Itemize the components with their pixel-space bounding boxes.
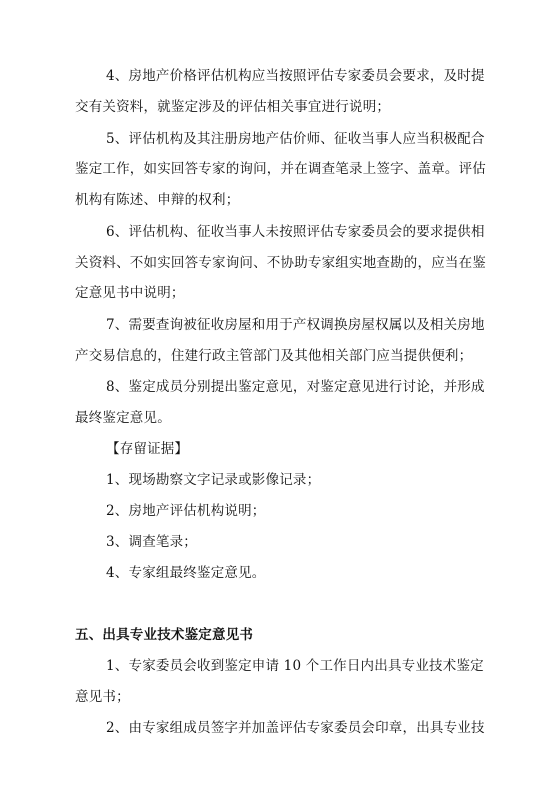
section-5-heading: 五、出具专业技术鉴定意见书 <box>75 627 254 643</box>
paragraph-6-line-2: 关资料、不如实回答专家询问、不协助专家组实地查勘的，应当在鉴 <box>75 255 486 271</box>
evidence-item-4: 4、专家组最终鉴定意见。 <box>106 565 266 581</box>
paragraph-8-line-2: 最终鉴定意见。 <box>75 410 171 426</box>
paragraph-5-line-3: 机构有陈述、申辩的权利； <box>75 192 240 208</box>
evidence-title: 【存留证据】 <box>106 441 189 457</box>
paragraph-5-line-2: 鉴定工作，如实回答专家的询问，并在调查笔录上签字、盖章。评估 <box>75 161 486 177</box>
paragraph-7-line-2: 产交易信息的，住建行政主管部门及其他相关部门应当提供便利； <box>75 348 473 364</box>
paragraph-5-line-1: 5、评估机构及其注册房地产估价师、征收当事人应当积极配合 <box>106 131 485 147</box>
paragraph-4-line-2: 交有关资料，就鉴定涉及的评估相关事宜进行说明； <box>75 99 391 115</box>
evidence-item-1: 1、现场勘察文字记录或影像记录； <box>106 472 321 488</box>
paragraph-7-line-1: 7、需要查询被征收房屋和用于产权调换房屋权属以及相关房地 <box>106 317 485 333</box>
section-5-item-1-line-2: 意见书； <box>75 689 130 705</box>
paragraph-6-line-1: 6、评估机构、征收当事人未按照评估专家委员会的要求提供相 <box>106 224 485 240</box>
paragraph-8-line-1: 8、鉴定成员分别提出鉴定意见，对鉴定意见进行讨论，并形成 <box>106 379 485 395</box>
paragraph-6-line-3: 定意见书中说明； <box>75 285 185 301</box>
paragraph-4-line-1: 4、房地产价格评估机构应当按照评估专家委员会要求，及时提 <box>106 68 485 84</box>
evidence-item-3: 3、调查笔录； <box>106 534 197 550</box>
section-5-item-2-line-1: 2、由专家组成员签字并加盖评估专家委员会印章，出具专业技 <box>106 720 485 736</box>
evidence-item-2: 2、房地产评估机构说明； <box>106 503 266 519</box>
section-5-item-1-line-1: 1、专家委员会收到鉴定申请 10 个工作日内出具专业技术鉴定 <box>106 658 484 674</box>
